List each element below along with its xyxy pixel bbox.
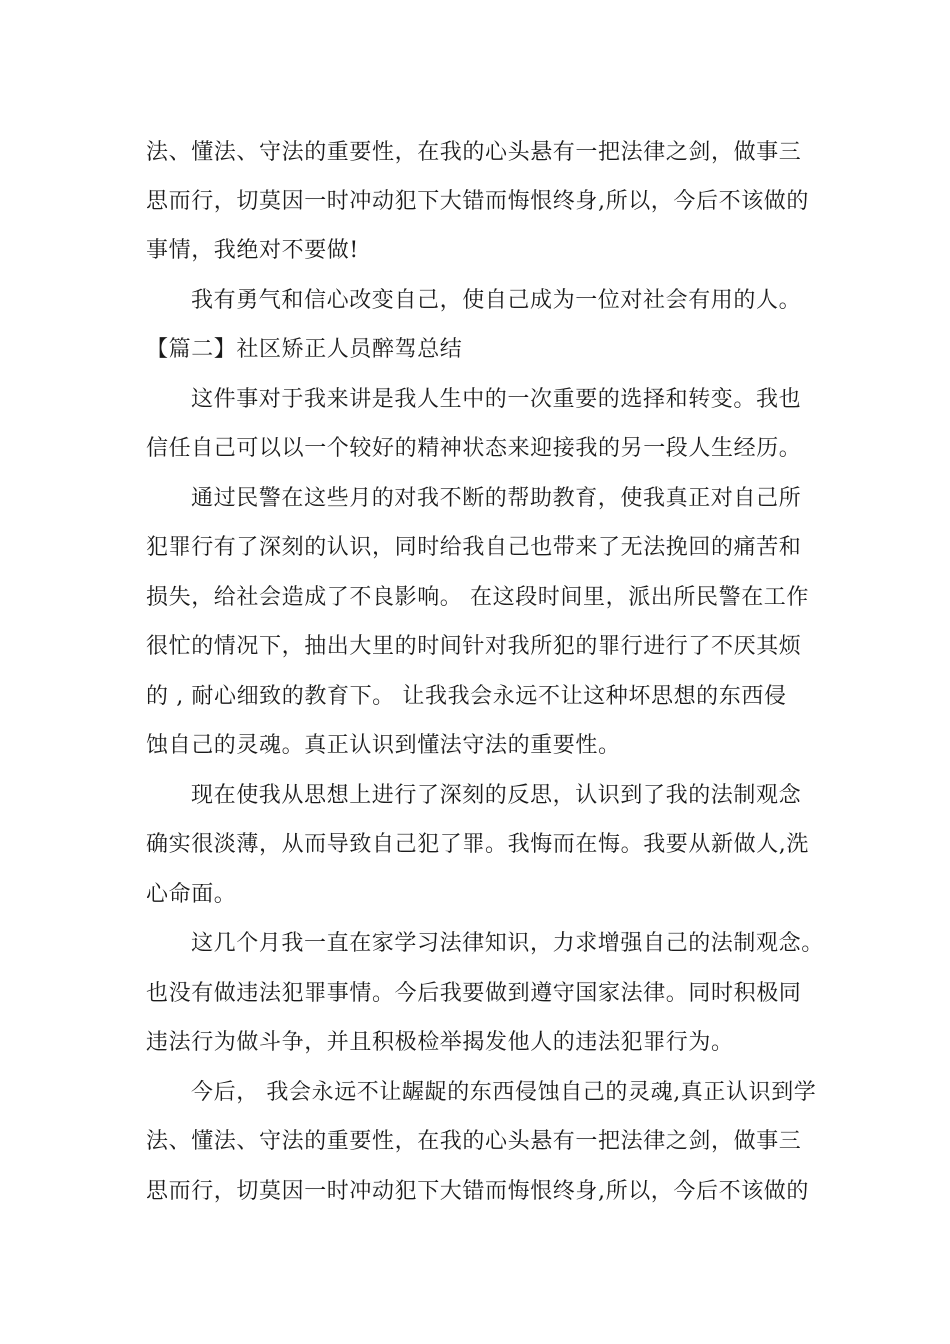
text-line: 法、懂法、守法的重要性，在我的心头悬有一把法律之剑，做事三: [146, 140, 802, 165]
text-line: 法、懂法、守法的重要性，在我的心头悬有一把法律之剑，做事三: [146, 1129, 802, 1154]
paragraph-first-line: 通过民警在这些月的对我不断的帮助教育，使我真正对自己所: [191, 486, 802, 511]
text-line: 事情，我绝对不要做!: [146, 238, 359, 263]
text-line: 思而行，切莫因一时冲动犯下大错而悔恨终身,所以，今后不该做的: [146, 189, 809, 214]
text-line: 心命面。: [146, 882, 237, 907]
paragraph-first-line: 现在使我从思想上进行了深刻的反思，认识到了我的法制观念: [191, 783, 802, 808]
text-line: 也没有做违法犯罪事情。今后我要做到遵守国家法律。同时积极同: [146, 981, 802, 1006]
text-line: 的 , 耐心细致的教育下。 让我我会永远不让这种坏思想的东西侵: [146, 684, 787, 709]
paragraph-first-line: 我有勇气和信心改变自己，使自己成为一位对社会有用的人。: [191, 288, 802, 313]
paragraph-first-line: 这几个月我一直在家学习法律知识，力求增强自己的法制观念。: [191, 931, 824, 956]
text-line: 信任自己可以以一个较好的精神状态来迎接我的另一段人生经历。: [146, 436, 802, 461]
text-line: 违法行为做斗争，并且积极检举揭发他人的违法犯罪行为。: [146, 1030, 734, 1055]
section-heading: 【篇二】社区矫正人员醉驾总结: [146, 337, 463, 362]
text-line: 损失，给社会造成了不良影响。 在这段时间里，派出所民警在工作: [146, 585, 809, 610]
paragraph-first-line: 这件事对于我来讲是我人生中的一次重要的选择和转变。我也: [191, 387, 802, 412]
text-line: 思而行，切莫因一时冲动犯下大错而悔恨终身,所以，今后不该做的: [146, 1179, 809, 1204]
text-line: 确实很淡薄，从而导致自己犯了罪。我悔而在悔。我要从新做人,洗: [146, 832, 809, 857]
text-line: 很忙的情况下，抽出大里的时间针对我所犯的罪行进行了不厌其烦: [146, 634, 802, 659]
text-line: 犯罪行有了深刻的认识，同时给我自己也带来了无法挽回的痛苦和: [146, 535, 802, 560]
paragraph-first-line: 今后， 我会永远不让龌龊的东西侵蚀自己的灵魂,真正认识到学: [191, 1080, 817, 1105]
text-line: 蚀自己的灵魂。真正认识到懂法守法的重要性。: [146, 733, 621, 758]
